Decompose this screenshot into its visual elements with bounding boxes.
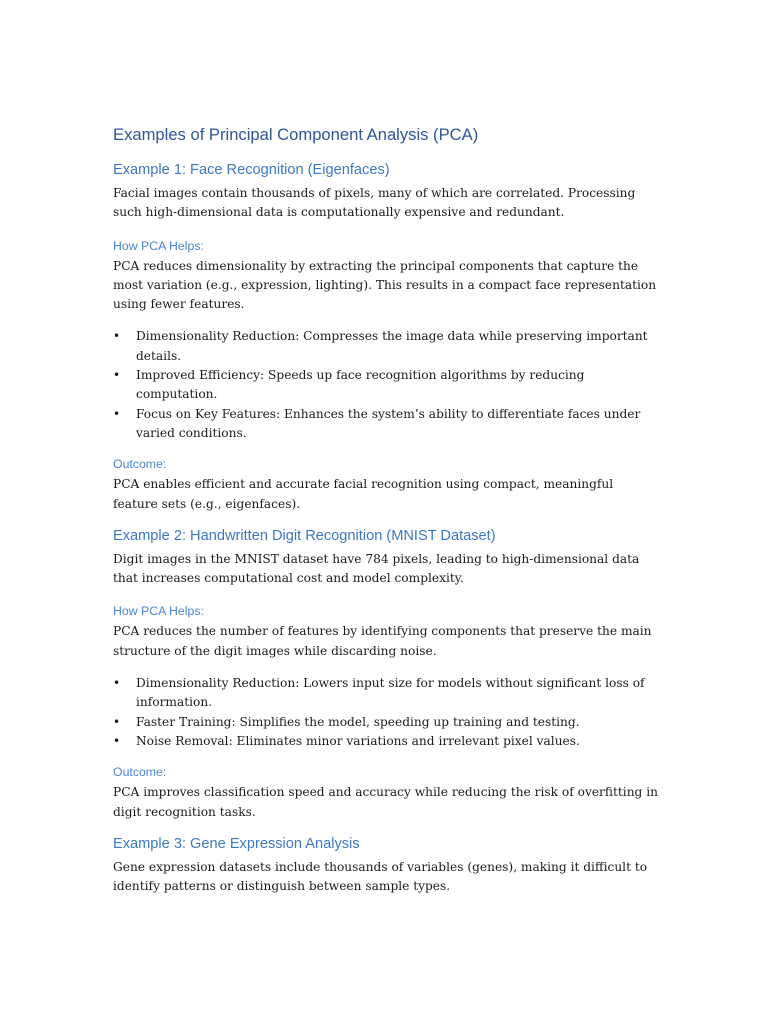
example-intro: Gene expression datasets include thousands of variables (genes), making it difficult to identify patterns or distinguish between sample types.: [113, 859, 648, 894]
list-item: [113, 713, 658, 732]
example-section: [113, 834, 658, 897]
bullet-icon: •: [113, 406, 121, 421]
list-item: [113, 732, 658, 751]
bullet-icon: •: [113, 714, 121, 729]
outcome-text: PCA enables efficient and accurate facial recognition using compact, meaningful feature sets (e.g., eigenfaces).: [113, 477, 614, 511]
list-item: [113, 405, 658, 444]
example-heading: Example 1: Face Recognition (Eigenfaces): [113, 162, 390, 178]
outcome-label: Outcome:: [113, 457, 167, 472]
list-item-text: Noise Removal: Eliminates minor variations and irrelevant pixel values.: [136, 733, 580, 748]
list-item-text: Dimensionality Reduction: Compresses the image data while preserving important details.: [136, 329, 648, 363]
bullet-icon: •: [113, 676, 121, 691]
how-pca-helps-label: How PCA Helps:: [113, 604, 204, 619]
outcome-text: PCA improves classification speed and accuracy while reducing the risk of overfitting in digit recognition tasks.: [113, 785, 658, 819]
example-heading: Example 2: Handwritten Digit Recognition (MNIST Dataset): [113, 527, 496, 544]
example-intro: Facial images contain thousands of pixels, many of which are correlated. Processing such high-dimensional data is computationally expensive and redundant.: [113, 186, 636, 220]
bullet-icon: •: [113, 733, 121, 748]
bullet-icon: •: [113, 329, 121, 344]
list-item: [113, 327, 658, 366]
bullet-list: [113, 674, 658, 751]
how-pca-helps-label: How PCA Helps:: [113, 238, 204, 253]
bullet-list: [113, 327, 658, 443]
example-section: [113, 160, 658, 514]
list-item: [113, 366, 658, 405]
list-item-text: Dimensionality Reduction: Lowers input size for models without significant loss of information.: [136, 676, 645, 710]
example-intro: Digit images in the MNIST dataset have 784 pixels, leading to high-dimensional data that increases computational cost and model complexity.: [113, 551, 640, 586]
outcome-label: Outcome:: [113, 765, 167, 780]
bullet-icon: •: [113, 368, 121, 383]
example-heading: Example 3: Gene Expression Analysis: [113, 835, 360, 852]
example-section: [113, 526, 658, 822]
document-title: Examples of Principal Component Analysis (PCA): [113, 125, 479, 144]
how-pca-helps-text: PCA reduces dimensionality by extracting the principal components that capture the most variation (e.g., expression, lighting). This results in a compact face representation using fewer features.: [113, 258, 657, 312]
list-item-text: Faster Training: Simplifies the model, speeding up training and testing.: [136, 714, 580, 729]
list-item-text: Focus on Key Features: Enhances the system’s ability to differentiate faces under varied conditions.: [136, 406, 641, 440]
list-item-text: Improved Efficiency: Speeds up face recognition algorithms by reducing computation.: [136, 368, 585, 402]
list-item: [113, 674, 658, 713]
how-pca-helps-text: PCA reduces the number of features by identifying components that preserve the main structure of the digit images while discarding noise.: [113, 624, 652, 658]
document-page: [113, 124, 658, 896]
